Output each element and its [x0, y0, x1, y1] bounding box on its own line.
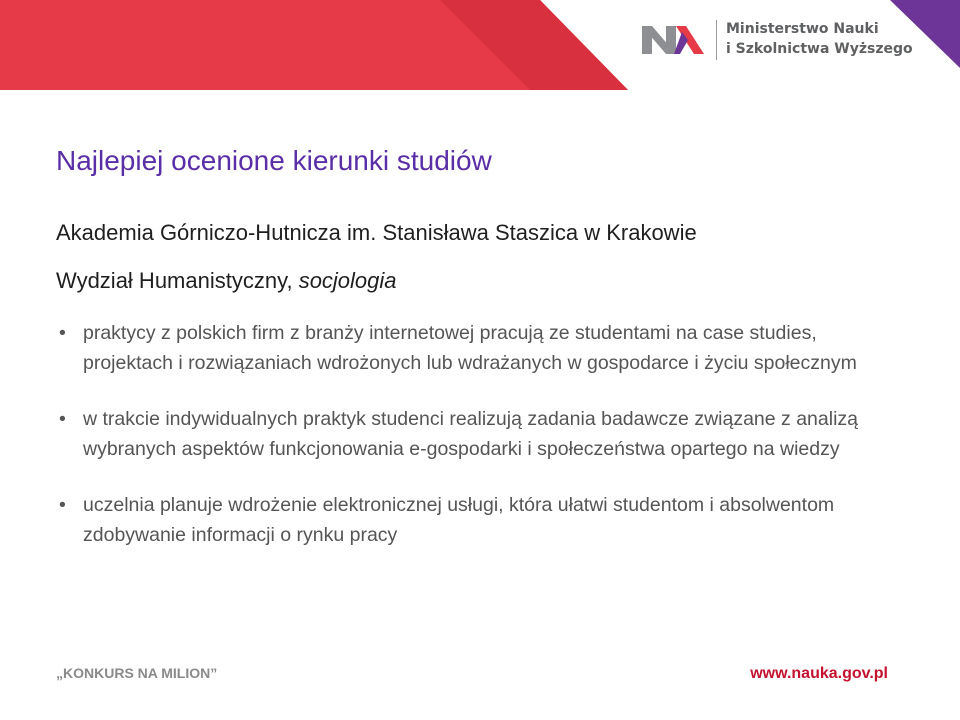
campaign-name: „KONKURS NA MILION” — [56, 665, 218, 681]
field-of-study: socjologia — [298, 268, 397, 293]
slide-title: Najlepiej ocenione kierunki studiów — [56, 145, 492, 176]
department-line — [56, 268, 397, 294]
department-name: Wydział Humanistyczny, — [56, 268, 299, 293]
logo-divider — [716, 20, 717, 60]
bullet-icon: • — [59, 322, 66, 344]
university-name: Akademia Górniczo-Hutnicza im. Stanisława Staszica w Krakowie — [56, 220, 697, 245]
ministry-logo-text — [726, 19, 913, 59]
bullet-text: uczelnia planuje wdrożenie elektronicznej usługi, która ułatwi studentom i absolwentom zdobywanie informacji o rynku pracy — [83, 494, 835, 546]
bullet-item — [56, 318, 896, 378]
bullet-text: w trakcie indywidualnych praktyk studenci realizują zadania badawcze związane z analizą wybranych aspektów funkcjonowania e-gospodarki i społeczeństwa opartego na wiedzy — [83, 408, 858, 460]
logo-line-2: i Szkolnictwa Wyższego — [726, 41, 913, 57]
bullet-text: praktycy z polskich firm z branży internetowej pracują ze studentami na case studies, projektach i rozwiązaniach wdrożonych lub wdrażanych w gospodarce i życiu społecznym — [83, 322, 857, 374]
ministry-logo-icon — [640, 18, 706, 62]
bullet-item — [56, 404, 896, 464]
bullet-icon: • — [59, 494, 66, 516]
logo-line-1: Ministerstwo Nauki — [726, 21, 879, 37]
website-link[interactable]: www.nauka.gov.pl — [750, 665, 888, 682]
bullet-list — [56, 318, 896, 550]
bullet-icon: • — [59, 408, 66, 430]
bullet-item — [56, 490, 896, 550]
